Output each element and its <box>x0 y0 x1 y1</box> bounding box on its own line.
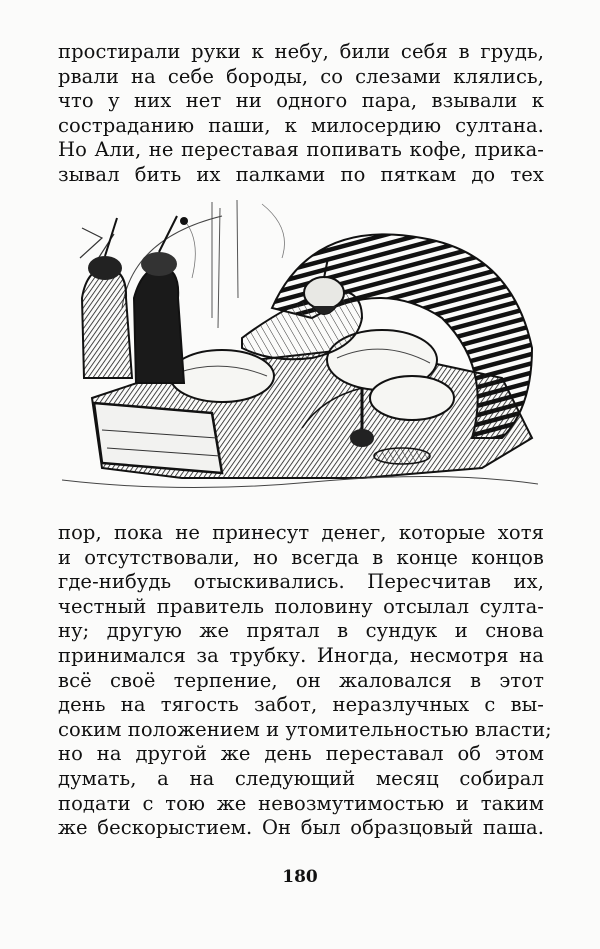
cushion-right <box>370 376 454 420</box>
text-line: Но Али, не переставая попивать кофе, прика- <box>58 138 544 162</box>
text-line: что у них нет ни одного пара, взывали к <box>58 89 544 113</box>
text-line: рвали на себе бороды, со слезами клялись, <box>58 64 544 88</box>
text-line: думать, а на следующий месяц собирал <box>58 766 544 790</box>
cushion-left <box>170 350 274 402</box>
text-line: же бескорыстием. Он был образцовый паша. <box>58 816 544 840</box>
text-line: пор, пока не принесут денег, которые хотя <box>58 521 544 544</box>
box <box>94 403 222 473</box>
text-line: простирали руки к небу, били себя в грудь, <box>58 40 544 63</box>
text-line: но на другой же день переставал об этом <box>58 742 544 766</box>
tray <box>374 448 430 464</box>
text-line: соким положением и утомительностью власти; <box>58 717 552 741</box>
text-line: всё своё терпение, он жаловался в этот <box>58 668 544 692</box>
text-line: подати с тою же невозмутимостью и таким <box>58 791 544 815</box>
text-line: зывал бить их палками по пяткам до тех <box>58 162 544 186</box>
text-line: принимался за трубку. Иногда, несмотря на <box>58 643 544 667</box>
text-line: где-нибудь отыскивались. Пересчитав их, <box>58 570 544 594</box>
text-line: состраданию паши, к милосердию султана. <box>58 113 544 137</box>
page-number: 180 <box>282 867 318 887</box>
paragraph-bottom <box>58 521 552 841</box>
text-line: ну; другую же прятал в сундук и снова <box>58 619 544 643</box>
illustration-pasha-on-divan <box>62 198 538 498</box>
text-line: день на тягость забот, неразлучных с вы- <box>58 693 544 717</box>
text-line: честный правитель половину отсылал султа- <box>58 594 544 618</box>
text-line: и отсутствовали, но всегда в конце концов <box>58 545 544 569</box>
paragraph-top <box>58 40 544 188</box>
